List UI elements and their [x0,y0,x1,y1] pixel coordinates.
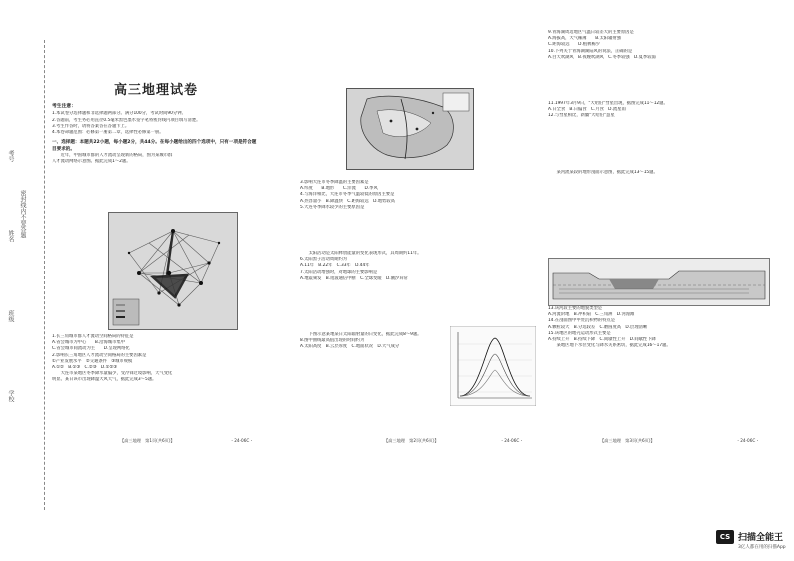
question-line: 1.长三角城市群人才流动空间格局的特征是 [52,334,134,339]
question-line: 大连市某地区冬季降水量偏少，受冷锋过境影响，天气变化 [52,371,173,377]
footer-code: ・24-06C・ [500,438,524,443]
page-1 [52,30,260,165]
binding-gutter [0,0,44,561]
scanner-app-tagline: 3亿人都在用的扫描App [738,545,786,550]
gutter-label: 班级 [7,310,14,322]
question-line: 10.下列关于青海湖湖陆风的说法，正确的是 [548,48,633,54]
question-line: 14.在剖面图中甲处沉积物的特点是 [548,318,615,324]
gutter-label: 姓名 [7,230,14,242]
page-3-lower [548,306,772,349]
page-3 [548,30,772,176]
terrain-profile [549,259,769,305]
question-line: ①产业发展水平 ②交通条件 ③城市规模 [52,358,133,364]
question-line: 某河流某段的地形剖面示意图，据此完成13～15题。 [548,169,658,175]
question-line: 7.太阳活动增强时，对地球的主要影响是 [300,269,378,275]
question-line: 8.图中曲线最高值出现的时间约为 [300,338,365,344]
exam-title: 高三地理试卷 [113,83,198,98]
notice-line: 3.考生作答时，请将答案答在答题卡上。 [52,123,130,129]
question-line: C.省会城市间流动为主 D.呈现网络化 [52,346,130,352]
question-line: 2.影响长三角地区人才流动空间格局的主要因素是 [52,352,147,358]
question-line: A.日全食 B.日偏食 C.月食 D.流星雨 [548,107,626,113]
scanner-app-name: 扫描全能王 [738,533,784,543]
gutter-label: 学校 [7,390,14,402]
question-line: A.河流阶地 B.冲积扇 C.三角洲 D.河漫滩 [548,312,635,318]
intro-line: 近年，中国城市群的人才流动呈现新的格局，图为某城市群 [52,153,173,159]
question-line: A.持续上升 B.持续下降 C.间歇性上升 D.间歇性下降 [548,337,656,343]
radiation-curves [450,326,536,406]
question-line: 4.与海洋相比，大连市冬季气温较低的原因主要是 [300,192,395,198]
question-line: A.省会城市为中心 B.沿海城市集中 [52,340,125,346]
question-line: 12.与彗星相比，新疆"大哈伯"慧星 [548,113,615,119]
notice-heading: 考生注意： [52,104,76,110]
seal-line [44,40,45,510]
question-line: 15.该地区的地壳运动形式主要是 [548,330,611,336]
radiation-chart [450,326,536,406]
question-line: C.距海较远 D.植被稀少 [548,42,601,48]
question-line: A.地震频发 B.短波通信中断 C.全球变暖 D.潮汐异常 [300,275,408,281]
page-footer: 【高三地理 第2页(共6页)】 [384,438,439,443]
notice-line: 4.本卷命题范围：必修第一册第二章，选择性必修第一册。 [52,130,164,136]
scanner-logo-icon: CS [716,530,734,544]
question-line: A.11年 B.22年 C.33年 D.44年 [300,263,370,269]
question-line: A.热容量小 B.降温快 C.距海较远 D.地势较高 [300,198,395,204]
question-line: A.太阳高度 B.云层厚度 C.地面状况 D.大气成分 [300,344,400,350]
question-line: 5.大连冬季降水较少的主要原因是 [300,204,365,210]
notice-line: 1.本试卷分选择题和非选择题两部分。满分100分，考试时间90分钟。 [52,111,186,117]
question-line: A.纬度 B.地形 C.洋流 D.季风 [300,186,378,192]
question-line: 某地区地下水位变化与降水关系密切，据此完成16～17题。 [548,343,671,349]
question-line: A.白天吹湖风 B.夜晚吹湖风 C.冬季较强 D.夏季较弱 [548,54,656,60]
gutter-label: 密封线内不要答题 [19,190,26,238]
question-line: 明显。某日该市出现降温大风天气，据此完成3～5题。 [52,377,157,383]
gutter-label: 考号 [7,150,14,162]
notice-line: 2.答题前，考生务必用直径0.5毫米黑色墨水签字笔将密封线内项目填写清楚。 [52,117,201,123]
intro-line: 人才流动网络示意图。据此完成1～2题。 [52,159,131,165]
page-footer: 【高三地理 第1页(共6页)】 [120,438,175,443]
question-line: A.颗粒较大 B.分选较差 C.磨圆度高 D.层理清晰 [548,324,648,330]
question-line: 11.1997年3月9日，"大哈伯"彗星出现，据图完成11～12题。 [548,101,668,107]
section-heading: 一、选择题：本题共22小题，每小题2分，共44分。在每小题给出的四个选项中，只有一项是符合题目要求的。 [52,140,257,152]
network-diagram [109,213,237,329]
question-line: 3.影响大连市冬季降温的主要因素是 [300,180,369,185]
footer-code: ・24-06C・ [736,438,760,443]
network-figure [108,212,238,330]
question-line: A.海拔高，大气稀薄 B.太阳辐射强 [548,36,621,42]
question-line: 6.太阳黑子活动周期约为 [300,257,348,263]
page-footer: 【高三地理 第3页(共6页)】 [600,438,655,443]
question-line: 13.该河段主要的地貌类型是 [548,306,603,311]
page-1-questions [52,334,260,384]
question-line: 下图示意某地某日太阳辐射量的日变化，据此完成8～9题。 [300,332,422,338]
question-line: A.①② B.①③ C.②③ D.①②③ [52,365,118,371]
question-line: 9.青海湖周边地区气温日较差大的主要原因是 [548,30,634,35]
region-map [347,89,473,169]
map-figure [346,88,474,170]
terrain-section-figure [548,258,770,306]
footer-code: ・24-06C・ [230,438,254,443]
question-line: 太阳活动是太阳释放能量的变化表现形式，其周期约11年。 [300,251,422,257]
